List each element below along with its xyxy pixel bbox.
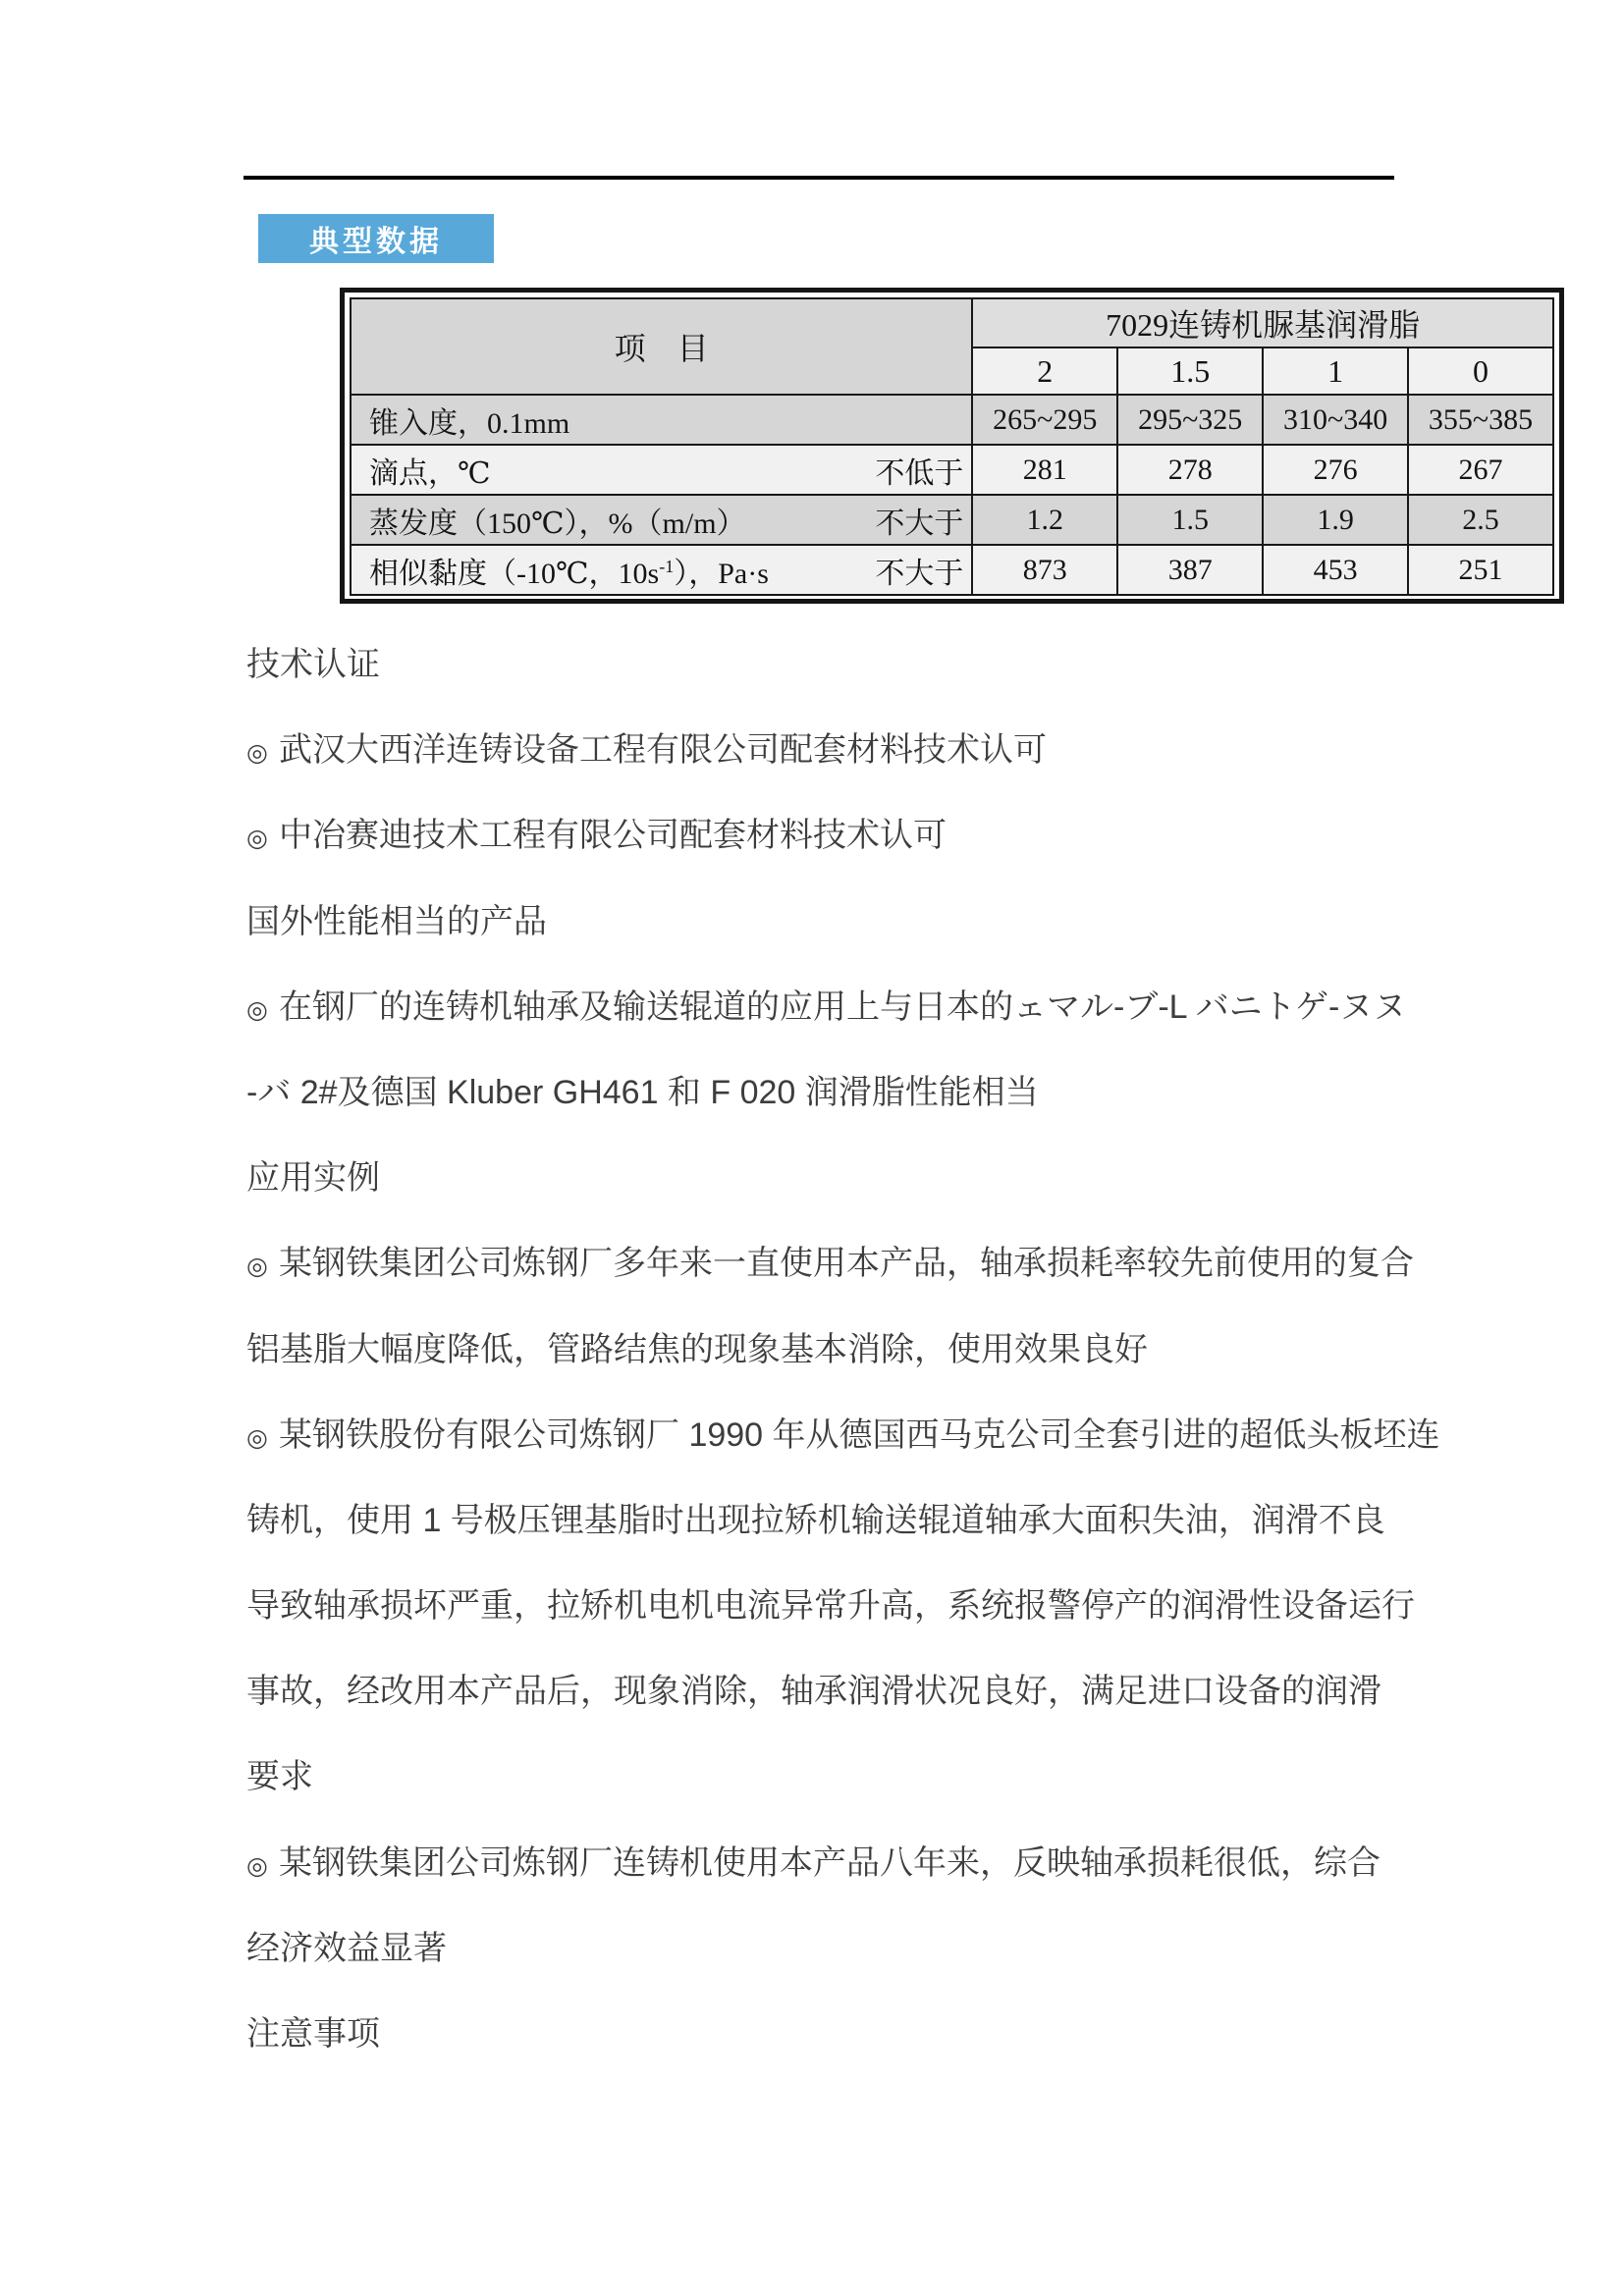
row-qualifier: 不低于 — [875, 456, 964, 490]
bullet-line — [246, 708, 1410, 793]
bullet-line — [246, 1221, 1414, 1307]
bullet-icon: ◎ — [246, 1253, 268, 1281]
row-value: 267 — [1408, 445, 1553, 495]
row-label-cell — [351, 495, 972, 545]
row-value: 276 — [1263, 445, 1408, 495]
row-value: 1.9 — [1263, 495, 1408, 545]
typical-data-table — [340, 288, 1564, 604]
line-text: 某钢铁集团公司炼钢厂多年来一直使用本产品，轴承损耗率较先前使用的复合 — [279, 1245, 1414, 1283]
grade-header: 2 — [972, 347, 1117, 395]
line-text: 中冶赛迪技术工程有限公司配套材料技术认可 — [279, 817, 947, 855]
row-label-cell — [351, 545, 972, 595]
row-value: 278 — [1117, 445, 1263, 495]
heading-text: 应用实例 — [246, 1159, 380, 1198]
row-qualifier: 不大于 — [875, 507, 964, 540]
line-text: 经济效益显著 — [246, 1929, 447, 1967]
table-row-apparent-viscosity — [351, 545, 1553, 595]
row-value: 281 — [972, 445, 1117, 495]
bullet-icon: ◎ — [246, 825, 268, 853]
row-label: 相似黏度（-10℃，$10s^{-1}$），Pa·s — [369, 556, 769, 590]
row-label-cell — [351, 445, 972, 495]
spec-table — [350, 297, 1554, 596]
row-value: 355~385 — [1408, 395, 1553, 445]
table-header-item: 项 目 — [351, 298, 972, 395]
row-label: 蒸发度（150℃），%（m/m） — [369, 507, 746, 540]
table-row-penetration — [351, 395, 1553, 445]
continuation-line — [246, 1906, 1410, 1992]
heading-text: 注意事项 — [246, 2015, 380, 2053]
bullet-line — [246, 793, 1410, 879]
section-badge — [258, 214, 494, 263]
heading-text: 技术认证 — [246, 646, 380, 683]
line-text: 某钢铁集团公司炼钢厂连铸机使用本产品八年来，反映轴承损耗很低，综合 — [279, 1843, 1380, 1882]
section-heading — [246, 622, 1410, 708]
row-value: 295~325 — [1117, 395, 1263, 445]
continuation-line — [246, 1308, 1410, 1393]
section-heading — [246, 880, 1410, 965]
line-text: 铝基脂大幅度降低，管路结焦的现象基本消除，使用效果良好 — [246, 1330, 1148, 1368]
heading-text: 国外性能相当的产品 — [246, 902, 547, 940]
row-value: 873 — [972, 545, 1117, 595]
row-value: 387 — [1117, 545, 1263, 595]
continuation-line — [246, 1735, 1410, 1820]
bullet-icon: ◎ — [246, 1851, 268, 1880]
continuation-line — [246, 1050, 1410, 1136]
bullet-line — [246, 965, 1410, 1050]
body-text — [246, 622, 1440, 2077]
line-text: 事故，经改用本产品后，现象消除，轴承润滑状况良好，满足进口设备的润滑 — [246, 1673, 1381, 1711]
row-value: 1.2 — [972, 495, 1117, 545]
table-header-product: 7029连铸机脲基润滑脂 — [972, 298, 1553, 347]
bullet-icon: ◎ — [246, 739, 268, 768]
table-header-row-1 — [351, 298, 1553, 347]
line-text: 要求 — [246, 1758, 313, 1796]
row-value: 310~340 — [1263, 395, 1408, 445]
line-text: 导致轴承损坏严重，拉矫机电机电流异常升高，系统报警停产的润滑性设备运行 — [246, 1587, 1415, 1626]
grade-header: 0 — [1408, 347, 1553, 395]
grade-header: 1 — [1263, 347, 1408, 395]
row-qualifier: 不大于 — [875, 557, 964, 590]
section-heading — [246, 1136, 1410, 1221]
bullet-line — [246, 1393, 1440, 1478]
bullet-icon: ◎ — [246, 1423, 268, 1452]
continuation-line — [246, 1564, 1415, 1649]
row-value: 453 — [1263, 545, 1408, 595]
grade-header: 1.5 — [1117, 347, 1263, 395]
line-text: 某钢铁股份有限公司炼钢厂 1990 年从德国西马克公司全套引进的超低头板坯连 — [279, 1415, 1440, 1454]
continuation-line — [246, 1649, 1410, 1735]
bullet-icon: ◎ — [246, 995, 268, 1024]
table-row-drop-point — [351, 445, 1553, 495]
line-text: 在钢厂的连铸机轴承及输送辊道的应用上与日本的ェマル-ブ-L バニトゲ-ヌヌ — [279, 988, 1407, 1026]
continuation-line — [246, 1478, 1410, 1564]
top-divider — [244, 176, 1394, 180]
row-label: 滴点，℃ — [369, 456, 491, 490]
row-value: 251 — [1408, 545, 1553, 595]
superscript: -1 — [659, 556, 675, 576]
line-text: -バ 2#及德国 Kluber GH461 和 F 020 润滑脂性能相当 — [246, 1073, 1039, 1111]
section-badge-label: 典型数据 — [309, 226, 443, 258]
row-label-cell — [351, 395, 972, 445]
section-heading — [246, 1992, 1410, 2077]
line-text: 武汉大西洋连铸设备工程有限公司配套材料技术认可 — [279, 731, 1047, 770]
table-row-evaporation — [351, 495, 1553, 545]
line-text: 铸机，使用 1 号极压锂基脂时出现拉矫机输送辊道轴承大面积失油，润滑不良 — [246, 1501, 1385, 1539]
bullet-line — [246, 1821, 1410, 1906]
row-label: 锥入度，0.1mm — [369, 406, 570, 440]
row-value: 2.5 — [1408, 495, 1553, 545]
row-value: 1.5 — [1117, 495, 1263, 545]
row-value: 265~295 — [972, 395, 1117, 445]
